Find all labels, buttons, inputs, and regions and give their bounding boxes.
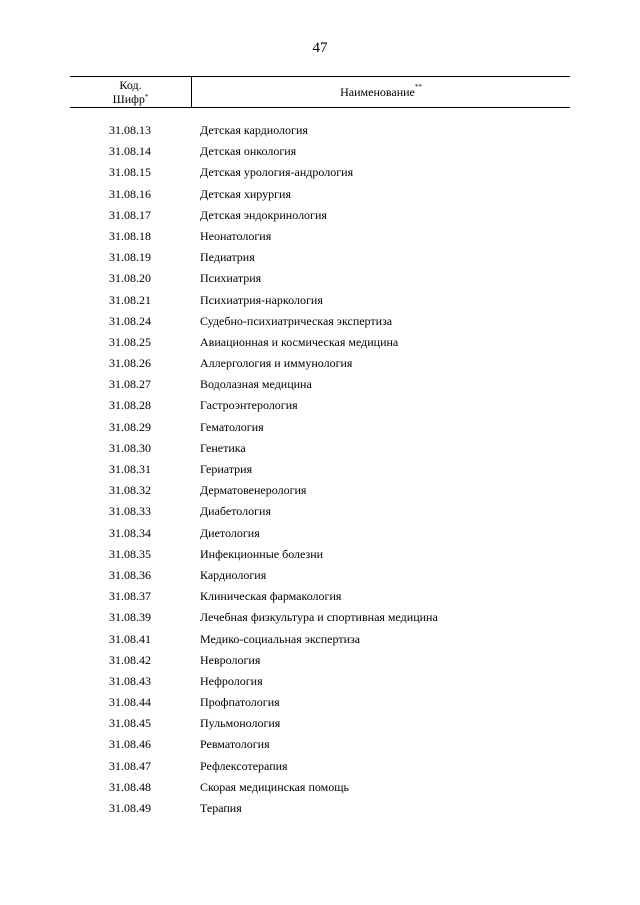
table-row (0, 205, 640, 226)
row-code: 31.08.19 (109, 250, 151, 265)
row-code: 31.08.45 (109, 716, 151, 731)
row-name: Диетология (200, 525, 260, 540)
table-row (0, 141, 640, 162)
row-code: 31.08.49 (109, 801, 151, 815)
row-name: Судебно-психиатрическая экспертиза (200, 313, 393, 328)
footnote-mark: ** (414, 83, 422, 91)
row-name: Нефрология (200, 673, 263, 688)
row-name: Гастроэнтерология (200, 398, 298, 413)
row-name: Неонатология (200, 228, 272, 243)
header-code-cell (70, 78, 191, 106)
row-name: Скорая медицинская помощь (200, 779, 349, 794)
page-number: 47 (312, 40, 328, 56)
header-name-cell (192, 85, 570, 100)
table-row (0, 798, 640, 819)
row-code: 31.08.42 (109, 652, 151, 667)
table-row (0, 777, 640, 798)
table-row (0, 120, 640, 141)
table-row (0, 374, 640, 395)
header-name-label: Наименование (340, 85, 415, 99)
table-row (0, 311, 640, 332)
row-code: 31.08.16 (109, 186, 151, 201)
row-name: Педиатрия (200, 250, 255, 265)
table-row (0, 692, 640, 713)
row-code: 31.08.36 (109, 567, 151, 582)
row-name: Кардиология (200, 567, 267, 582)
table-row (0, 607, 640, 628)
table-row (0, 417, 640, 438)
row-name: Психиатрия (200, 271, 262, 286)
header-cipher-label: Шифр* (112, 92, 149, 106)
row-name: Детская эндокринология (200, 207, 327, 222)
row-code: 31.08.29 (109, 419, 151, 434)
table-row (0, 395, 640, 416)
table-row (0, 629, 640, 650)
row-name: Инфекционные болезни (200, 546, 324, 561)
table-row (0, 756, 640, 777)
row-code: 31.08.27 (109, 377, 151, 392)
row-name: Диабетология (200, 504, 271, 519)
table-row (0, 501, 640, 522)
row-name: Лечебная физкультура и спортивная медицина (200, 610, 438, 625)
table-row (0, 438, 640, 459)
row-code: 31.08.39 (109, 610, 151, 625)
row-code: 31.08.28 (109, 398, 151, 413)
row-code: 31.08.21 (109, 292, 151, 307)
row-name: Профпатология (200, 695, 280, 710)
table-row (0, 523, 640, 544)
table-row (0, 586, 640, 607)
row-code: 31.08.47 (109, 758, 151, 773)
table-row (0, 184, 640, 205)
footnote-mark: * (144, 93, 149, 101)
row-name: Детская хирургия (200, 186, 291, 201)
row-code: 31.08.46 (109, 737, 151, 752)
row-code: 31.08.25 (109, 334, 151, 349)
table-row (0, 480, 640, 501)
row-name: Гематология (200, 419, 264, 434)
row-code: 31.08.43 (109, 673, 151, 688)
table-row (0, 332, 640, 353)
table-row (0, 734, 640, 755)
table-row (0, 713, 640, 734)
row-name: Дерматовенерология (200, 483, 307, 498)
row-code: 31.08.34 (109, 525, 151, 540)
table-row (0, 459, 640, 480)
table-row (0, 650, 640, 671)
table-row (0, 268, 640, 289)
table-row (0, 671, 640, 692)
row-name: Терапия (200, 801, 242, 815)
row-code: 31.08.20 (109, 271, 151, 286)
table-row (0, 247, 640, 268)
row-code: 31.08.44 (109, 695, 151, 710)
row-code: 31.08.41 (109, 631, 151, 646)
row-name: Детская онкология (200, 144, 297, 159)
row-code: 31.08.32 (109, 483, 151, 498)
row-name: Ревматология (200, 737, 270, 752)
table-row (0, 162, 640, 183)
row-name: Детская кардиология (200, 123, 308, 137)
row-name: Генетика (200, 440, 246, 455)
row-name: Рефлексотерапия (200, 758, 288, 773)
row-name: Детская урология-андрология (200, 165, 354, 180)
row-code: 31.08.30 (109, 440, 151, 455)
table-header (70, 76, 570, 108)
row-code: 31.08.15 (109, 165, 151, 180)
table-row (0, 353, 640, 374)
row-name: Пульмонология (200, 716, 281, 731)
row-code: 31.08.14 (109, 144, 151, 159)
table-row (0, 226, 640, 247)
row-code: 31.08.13 (109, 123, 151, 137)
row-code: 31.08.18 (109, 228, 151, 243)
row-code: 31.08.48 (109, 779, 151, 794)
table-body (0, 120, 640, 819)
table-row (0, 565, 640, 586)
row-name: Гериатрия (200, 462, 253, 476)
row-name: Водолазная медицина (200, 377, 312, 392)
table-row (0, 290, 640, 311)
row-code: 31.08.31 (109, 462, 151, 476)
row-code: 31.08.17 (109, 207, 151, 222)
row-name: Аллергология и иммунология (200, 356, 353, 371)
row-name: Неврология (200, 652, 261, 667)
row-code: 31.08.33 (109, 504, 151, 519)
row-name: Психиатрия-наркология (200, 292, 323, 307)
table-row (0, 544, 640, 565)
row-name: Медико-социальная экспертиза (200, 631, 361, 646)
row-code: 31.08.37 (109, 589, 151, 604)
row-name: Клиническая фармакология (200, 589, 342, 604)
row-code: 31.08.26 (109, 356, 151, 371)
row-code: 31.08.24 (109, 313, 151, 328)
row-name: Авиационная и космическая медицина (200, 334, 399, 349)
header-code-label: Код. (119, 78, 142, 92)
row-code: 31.08.35 (109, 546, 151, 561)
